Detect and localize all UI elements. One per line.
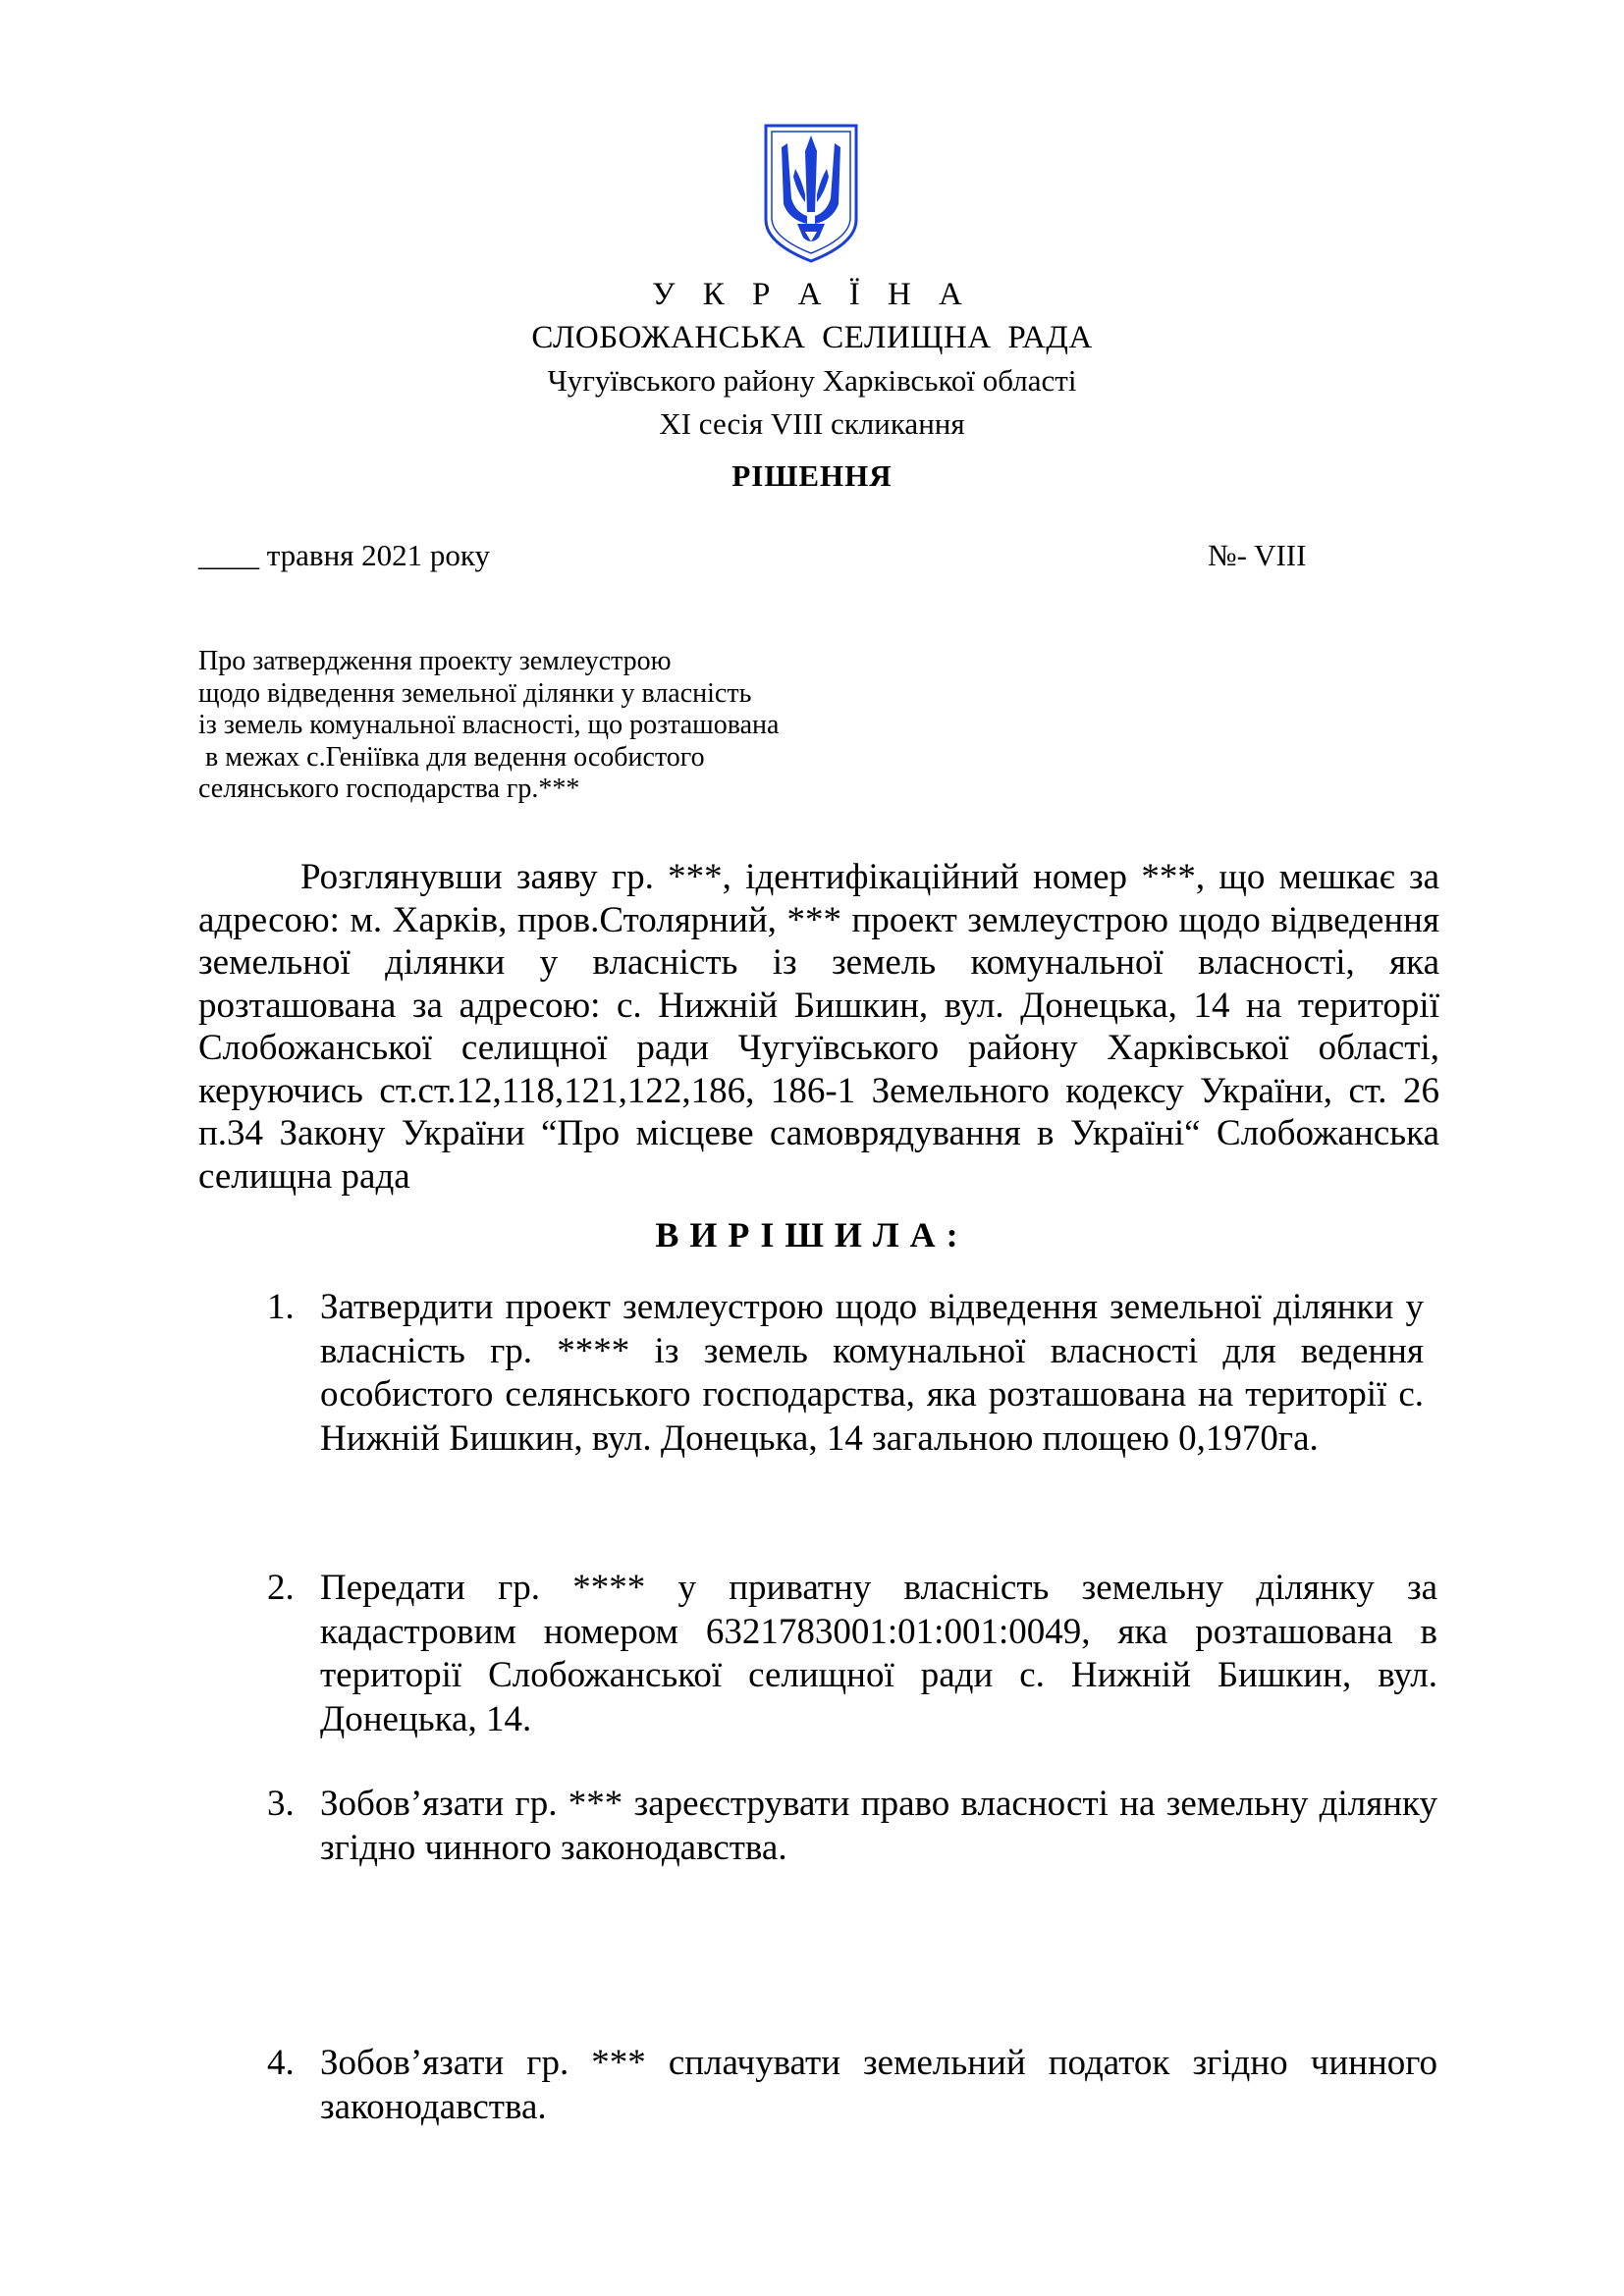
item-number: 3. (267, 1784, 295, 1824)
session-info: XI сесія VIII скликання (659, 406, 965, 441)
decision-item (267, 1567, 1437, 1741)
item-text: Зобов’язати гр. *** зареєструвати право власності на земельну ділянку згідно чинного законодавства. (320, 1784, 1437, 1868)
country-name: У К Р А Ї Н А (652, 277, 972, 312)
subject-line: Про затвердження проекту землеустрою (198, 646, 672, 676)
subject-line: селянського господарства гр.*** (198, 774, 580, 804)
item-number: 2. (267, 1568, 295, 1608)
decision-subject (198, 646, 779, 806)
item-number: 1. (267, 1287, 295, 1327)
item-text: Затвердити проект землеустрою щодо відведення земельної ділянки у власність гр. **** із земель комунальної власності для ведення особистого селянського господарства, яка розташована на території с. Нижній Бишкин, вул. Донецька, 14 загальною площею 0,1970га. (320, 1287, 1424, 1459)
trident-coat-of-arms-icon (762, 122, 860, 265)
item-text: Зобов’язати гр. *** сплачувати земельний податок згідно чинного законодавства. (320, 2043, 1437, 2127)
subject-line: щодо відведення земельної ділянки у власність (198, 677, 752, 709)
document-header (0, 273, 1624, 446)
subject-line: в межах с.Геніївка для ведення особистого (198, 741, 705, 773)
decision-item (267, 1286, 1424, 1461)
decision-number: №- VIII (1208, 538, 1307, 572)
item-text: Передати гр. **** у приватну власність земельну ділянку за кадастровим номером 6321783001:01:001:0049, яка розташована в території Слобожанської селищної ради с. Нижній Бишкин, вул. Донецька, 14. (320, 1568, 1437, 1739)
decision-item (267, 2042, 1437, 2129)
council-name: СЛОБОЖАНСЬКА СЕЛИЩНА РАДА (531, 320, 1093, 355)
subject-line: із земель комунальної власності, що розташована (198, 710, 780, 740)
document-type: РІШЕННЯ (731, 458, 893, 493)
district-name: Чугуївського району Харківської області (547, 363, 1077, 398)
item-number: 4. (267, 2043, 295, 2083)
preamble-paragraph: Розглянувши заяву гр. ***, ідентифікаційний номер ***, що мешкає за адресою: м. Харків, пров.Столярний, *** проект землеустрою щодо відведення земельної ділянки у власність із земель комунальної власності, яка розташована за адресою: с. Нижній Бишкин, вул. Донецька, 14 на території Слобожанської селищної ради Чугуївського району Харківської області, керуючись ст.ст.12,118,121,122,186, 186-1 Земельного кодексу України, ст. 26 п.34 Закону України “Про місцеве самоврядування в Україні“ Слобожанська селищна рада (198, 857, 1439, 1197)
decided-heading: ВИРІШИЛА: (655, 1215, 969, 1255)
decision-item (267, 1783, 1437, 1870)
decision-date: ____ травня 2021 року (198, 538, 491, 572)
